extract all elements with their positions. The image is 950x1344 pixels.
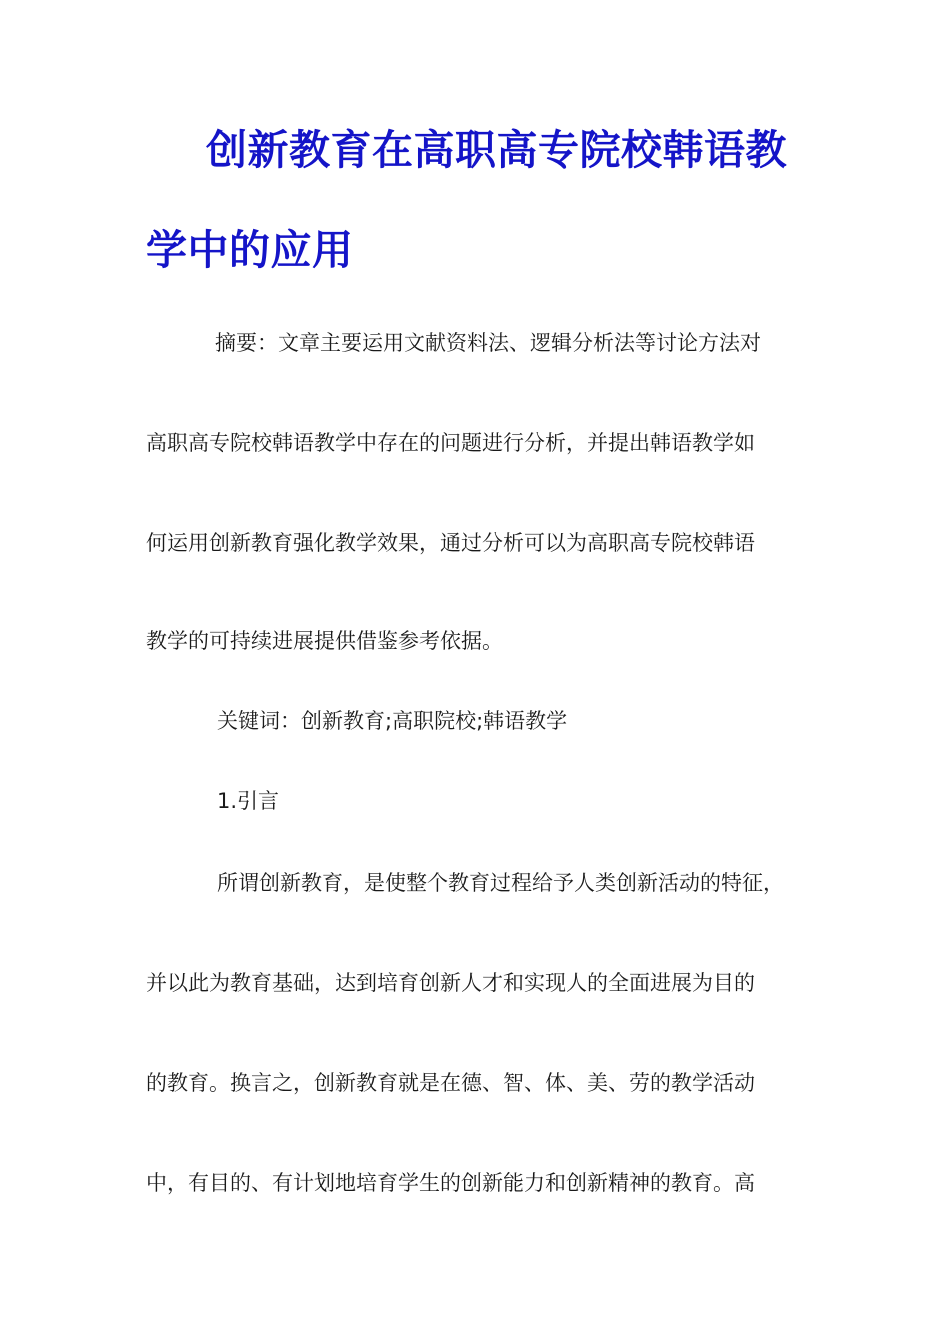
abstract-line-1: 摘要：文章主要运用文献资料法、逻辑分析法等讨论方法对: [215, 331, 761, 355]
body-line-3: 的教育。换言之，创新教育就是在德、智、体、美、劳的教学活动: [146, 1071, 755, 1095]
body-line-4: 中，有目的、有计划地培育学生的创新能力和创新精神的教育。高: [146, 1171, 755, 1195]
document-title-line-1: 创新教育在高职高专院校韩语教: [206, 126, 787, 174]
document-title-line-2: 学中的应用: [146, 226, 354, 274]
abstract-line-2: 高职高专院校韩语教学中存在的问题进行分析，并提出韩语教学如: [146, 431, 755, 455]
body-line-2: 并以此为教育基础，达到培育创新人才和实现人的全面进展为目的: [146, 971, 755, 995]
body-line-1: 所谓创新教育，是使整个教育过程给予人类创新活动的特征，: [217, 871, 784, 895]
section-heading: 1.引言: [217, 789, 280, 813]
keywords-line: 关键词：创新教育;高职院校;韩语教学: [217, 709, 568, 733]
abstract-line-4: 教学的可持续进展提供借鉴参考依据。: [146, 629, 503, 653]
abstract-line-3: 何运用创新教育强化教学效果，通过分析可以为高职高专院校韩语: [146, 531, 755, 555]
